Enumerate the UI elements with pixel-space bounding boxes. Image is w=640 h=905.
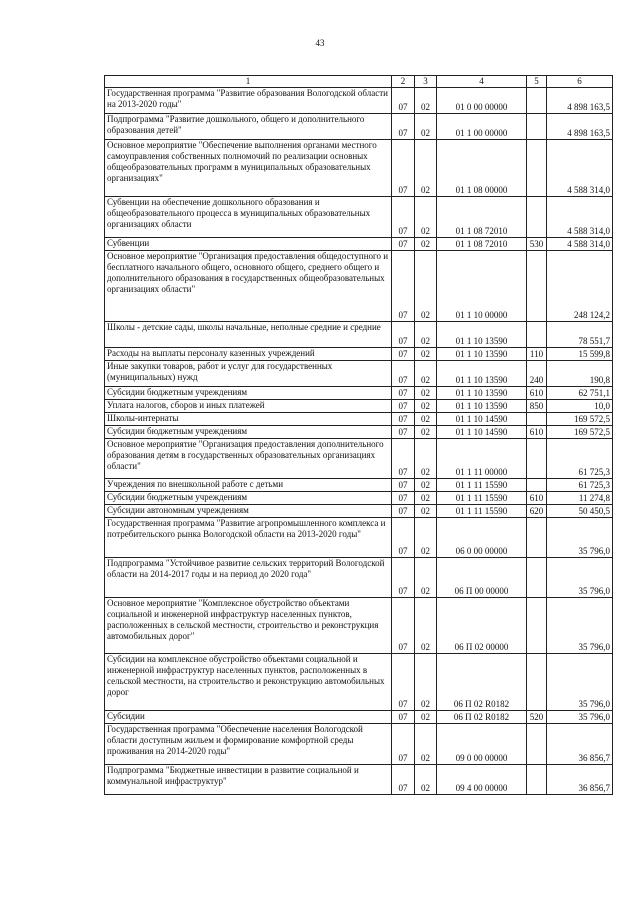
- row-amount: 36 856,7: [547, 724, 613, 765]
- table-row: [105, 492, 613, 505]
- table-row: [105, 88, 613, 114]
- row-name: Государственная программа "Развитие образования Вологодской области на 2013-2020 годы": [105, 88, 392, 114]
- row-subsection: 02: [415, 413, 437, 426]
- table-row: [105, 140, 613, 197]
- row-expense-type: 610: [527, 492, 547, 505]
- row-section: 07: [392, 238, 415, 251]
- row-section: 07: [392, 765, 415, 795]
- row-amount: 78 551,7: [547, 322, 613, 348]
- row-amount: 169 572,5: [547, 426, 613, 439]
- row-amount: 61 725,3: [547, 439, 613, 479]
- row-amount: 35 796,0: [547, 598, 613, 654]
- row-expense-type: [527, 598, 547, 654]
- page-number: 43: [315, 38, 325, 48]
- row-name: Основное мероприятие "Организация предоставления общедоступного и бесплатного начального общего, основного общего, среднего общего и дополнительного образования в государственных общеобразовательных организациях области": [105, 251, 392, 322]
- header-col-5: 5: [527, 76, 547, 88]
- row-subsection: 02: [415, 88, 437, 114]
- row-expense-type: [527, 724, 547, 765]
- row-target-code: 01 1 10 13590: [437, 361, 527, 387]
- row-expense-type: [527, 140, 547, 197]
- row-subsection: 02: [415, 400, 437, 413]
- row-name: Субвенции на обеспечение дошкольного образования и общеобразовательного процесса в муниципальных образовательных организациях области: [105, 197, 392, 238]
- row-expense-type: [527, 479, 547, 492]
- row-expense-type: 530: [527, 238, 547, 251]
- header-col-6: 6: [547, 76, 613, 88]
- row-expense-type: [527, 322, 547, 348]
- row-target-code: 09 4 00 00000: [437, 765, 527, 795]
- row-subsection: 02: [415, 361, 437, 387]
- row-section: 07: [392, 387, 415, 400]
- row-section: 07: [392, 251, 415, 322]
- row-amount: 248 124,2: [547, 251, 613, 322]
- row-amount: 190,8: [547, 361, 613, 387]
- row-amount: 50 450,5: [547, 505, 613, 518]
- row-target-code: 01 0 00 00000: [437, 88, 527, 114]
- table-row: [105, 765, 613, 795]
- row-expense-type: 620: [527, 505, 547, 518]
- row-section: 07: [392, 598, 415, 654]
- table-row: [105, 361, 613, 387]
- header-col-2: 2: [392, 76, 415, 88]
- header-col-4: 4: [437, 76, 527, 88]
- row-expense-type: [527, 197, 547, 238]
- row-expense-type: [527, 439, 547, 479]
- row-target-code: 06 П 02 R0182: [437, 711, 527, 724]
- row-target-code: 01 1 08 72010: [437, 238, 527, 251]
- row-section: 07: [392, 348, 415, 361]
- row-amount: 35 796,0: [547, 711, 613, 724]
- row-subsection: 02: [415, 654, 437, 711]
- row-target-code: 01 1 10 14590: [437, 413, 527, 426]
- row-section: 07: [392, 492, 415, 505]
- row-subsection: 02: [415, 558, 437, 598]
- row-subsection: 02: [415, 765, 437, 795]
- row-subsection: 02: [415, 387, 437, 400]
- row-expense-type: [527, 88, 547, 114]
- row-section: 07: [392, 88, 415, 114]
- row-name: Иные закупки товаров, работ и услуг для государственных (муниципальных) нужд: [105, 361, 392, 387]
- table-row: [105, 711, 613, 724]
- row-section: 07: [392, 711, 415, 724]
- row-subsection: 02: [415, 322, 437, 348]
- row-subsection: 02: [415, 426, 437, 439]
- row-section: 07: [392, 413, 415, 426]
- table-row: [105, 724, 613, 765]
- table-row: [105, 251, 613, 322]
- row-name: Расходы на выплаты персоналу казенных учреждений: [105, 348, 392, 361]
- row-expense-type: [527, 251, 547, 322]
- row-subsection: 02: [415, 518, 437, 558]
- table-row: [105, 479, 613, 492]
- row-subsection: 02: [415, 197, 437, 238]
- row-target-code: 06 П 02 00000: [437, 598, 527, 654]
- row-target-code: 01 1 10 00000: [437, 251, 527, 322]
- row-amount: 35 796,0: [547, 518, 613, 558]
- row-subsection: 02: [415, 479, 437, 492]
- row-subsection: 02: [415, 348, 437, 361]
- row-target-code: 06 0 00 00000: [437, 518, 527, 558]
- row-expense-type: [527, 654, 547, 711]
- row-amount: 11 274,8: [547, 492, 613, 505]
- table-row: [105, 238, 613, 251]
- row-expense-type: [527, 518, 547, 558]
- row-target-code: 01 1 11 15590: [437, 479, 527, 492]
- row-target-code: 01 1 08 00000: [437, 140, 527, 197]
- row-amount: 169 572,5: [547, 413, 613, 426]
- row-amount: 35 796,0: [547, 558, 613, 598]
- row-expense-type: 240: [527, 361, 547, 387]
- row-name: Уплата налогов, сборов и иных платежей: [105, 400, 392, 413]
- header-col-1: 1: [105, 76, 392, 88]
- row-section: 07: [392, 322, 415, 348]
- row-amount: 35 796,0: [547, 654, 613, 711]
- row-name: Субсидии бюджетным учреждениям: [105, 492, 392, 505]
- row-expense-type: [527, 765, 547, 795]
- table-row: [105, 505, 613, 518]
- row-amount: 62 751,1: [547, 387, 613, 400]
- row-amount: 15 599,8: [547, 348, 613, 361]
- row-name: Школы - детские сады, школы начальные, неполные средние и средние: [105, 322, 392, 348]
- table-header-row: [105, 76, 613, 88]
- row-section: 07: [392, 724, 415, 765]
- table-row: [105, 197, 613, 238]
- row-name: Подпрограмма "Устойчивое развитие сельских территорий Вологодской области на 2014-2017 годы и на период до 2020 года": [105, 558, 392, 598]
- row-name: Субсидии: [105, 711, 392, 724]
- row-name: Основное мероприятие "Комплексное обустройство объектами социальной и инженерной инфраструктур населенных пунктов, расположенных в сельской местности, строительство и реконструкция автомобильных дорог": [105, 598, 392, 654]
- row-name: Основное мероприятие "Обеспечение выполнения органами местного самоуправления собственных полномочий по реализации основных общеобразовательных программ в муниципальных образовательных организациях": [105, 140, 392, 197]
- row-subsection: 02: [415, 114, 437, 140]
- row-expense-type: 110: [527, 348, 547, 361]
- row-name: Учреждения по внешкольной работе с детьми: [105, 479, 392, 492]
- row-amount: 4 588 314,0: [547, 238, 613, 251]
- table-row: [105, 558, 613, 598]
- table-row: [105, 654, 613, 711]
- row-target-code: 09 0 00 00000: [437, 724, 527, 765]
- row-subsection: 02: [415, 251, 437, 322]
- row-section: 07: [392, 479, 415, 492]
- row-amount: 10,0: [547, 400, 613, 413]
- row-name: Школы-интернаты: [105, 413, 392, 426]
- row-section: 07: [392, 505, 415, 518]
- row-name: Субсидии автономным учреждениям: [105, 505, 392, 518]
- row-target-code: 01 1 11 15590: [437, 492, 527, 505]
- row-amount: 36 856,7: [547, 765, 613, 795]
- table-row: [105, 114, 613, 140]
- row-target-code: 01 1 10 13590: [437, 387, 527, 400]
- row-name: Субсидии бюджетным учреждениям: [105, 426, 392, 439]
- row-target-code: 01 1 00 00000: [437, 114, 527, 140]
- row-name: Государственная программа "Обеспечение населения Вологодской области доступным жильем и формирование комфортной среды проживания на 2014-2020 годы": [105, 724, 392, 765]
- row-target-code: 01 1 11 15590: [437, 505, 527, 518]
- row-target-code: 01 1 10 14590: [437, 426, 527, 439]
- row-expense-type: 520: [527, 711, 547, 724]
- row-subsection: 02: [415, 505, 437, 518]
- row-section: 07: [392, 400, 415, 413]
- table-row: [105, 439, 613, 479]
- row-section: 07: [392, 654, 415, 711]
- row-target-code: 01 1 10 13590: [437, 322, 527, 348]
- row-subsection: 02: [415, 238, 437, 251]
- row-expense-type: [527, 114, 547, 140]
- row-name: Субсидии на комплексное обустройство объектами социальной и инженерной инфраструктур населенных пунктов, расположенных в сельской местности, на строительство и реконструкцию автомобильных дорог: [105, 654, 392, 711]
- row-target-code: 01 1 10 13590: [437, 348, 527, 361]
- table-row: [105, 400, 613, 413]
- row-section: 07: [392, 426, 415, 439]
- row-expense-type: [527, 413, 547, 426]
- row-name: Государственная программа "Развитие агропромышленного комплекса и потребительского рынка Вологодской области на 2013-2020 годы": [105, 518, 392, 558]
- row-target-code: 01 1 08 72010: [437, 197, 527, 238]
- table-row: [105, 518, 613, 558]
- table-row: [105, 413, 613, 426]
- row-amount: 4 588 314,0: [547, 197, 613, 238]
- row-expense-type: [527, 558, 547, 598]
- row-amount: 4 588 314,0: [547, 140, 613, 197]
- row-amount: 61 725,3: [547, 479, 613, 492]
- table-row: [105, 322, 613, 348]
- row-target-code: 01 1 10 13590: [437, 400, 527, 413]
- header-col-3: 3: [415, 76, 437, 88]
- row-section: 07: [392, 558, 415, 598]
- table-row: [105, 598, 613, 654]
- row-name: Подпрограмма "Бюджетные инвестиции в развитие социальной и коммунальной инфраструктур": [105, 765, 392, 795]
- row-section: 07: [392, 439, 415, 479]
- row-target-code: 06 П 00 00000: [437, 558, 527, 598]
- table-row: [105, 426, 613, 439]
- row-subsection: 02: [415, 439, 437, 479]
- row-subsection: 02: [415, 598, 437, 654]
- row-subsection: 02: [415, 492, 437, 505]
- row-target-code: 01 1 11 00000: [437, 439, 527, 479]
- row-section: 07: [392, 140, 415, 197]
- row-expense-type: 850: [527, 400, 547, 413]
- row-expense-type: 610: [527, 426, 547, 439]
- table-row: [105, 348, 613, 361]
- row-name: Субсидии бюджетным учреждениям: [105, 387, 392, 400]
- row-subsection: 02: [415, 711, 437, 724]
- row-section: 07: [392, 114, 415, 140]
- row-section: 07: [392, 197, 415, 238]
- table-row: [105, 387, 613, 400]
- row-name: Субвенции: [105, 238, 392, 251]
- row-amount: 4 898 163,5: [547, 88, 613, 114]
- row-name: Подпрограмма "Развитие дошкольного, общего и дополнительного образования детей": [105, 114, 392, 140]
- row-target-code: 06 П 02 R0182: [437, 654, 527, 711]
- row-expense-type: 610: [527, 387, 547, 400]
- row-name: Основное мероприятие "Организация предоставления дополнительного образования детям в государственных образовательных организациях области": [105, 439, 392, 479]
- row-amount: 4 898 163,5: [547, 114, 613, 140]
- budget-table: [104, 75, 613, 795]
- row-section: 07: [392, 361, 415, 387]
- row-section: 07: [392, 518, 415, 558]
- row-subsection: 02: [415, 140, 437, 197]
- row-subsection: 02: [415, 724, 437, 765]
